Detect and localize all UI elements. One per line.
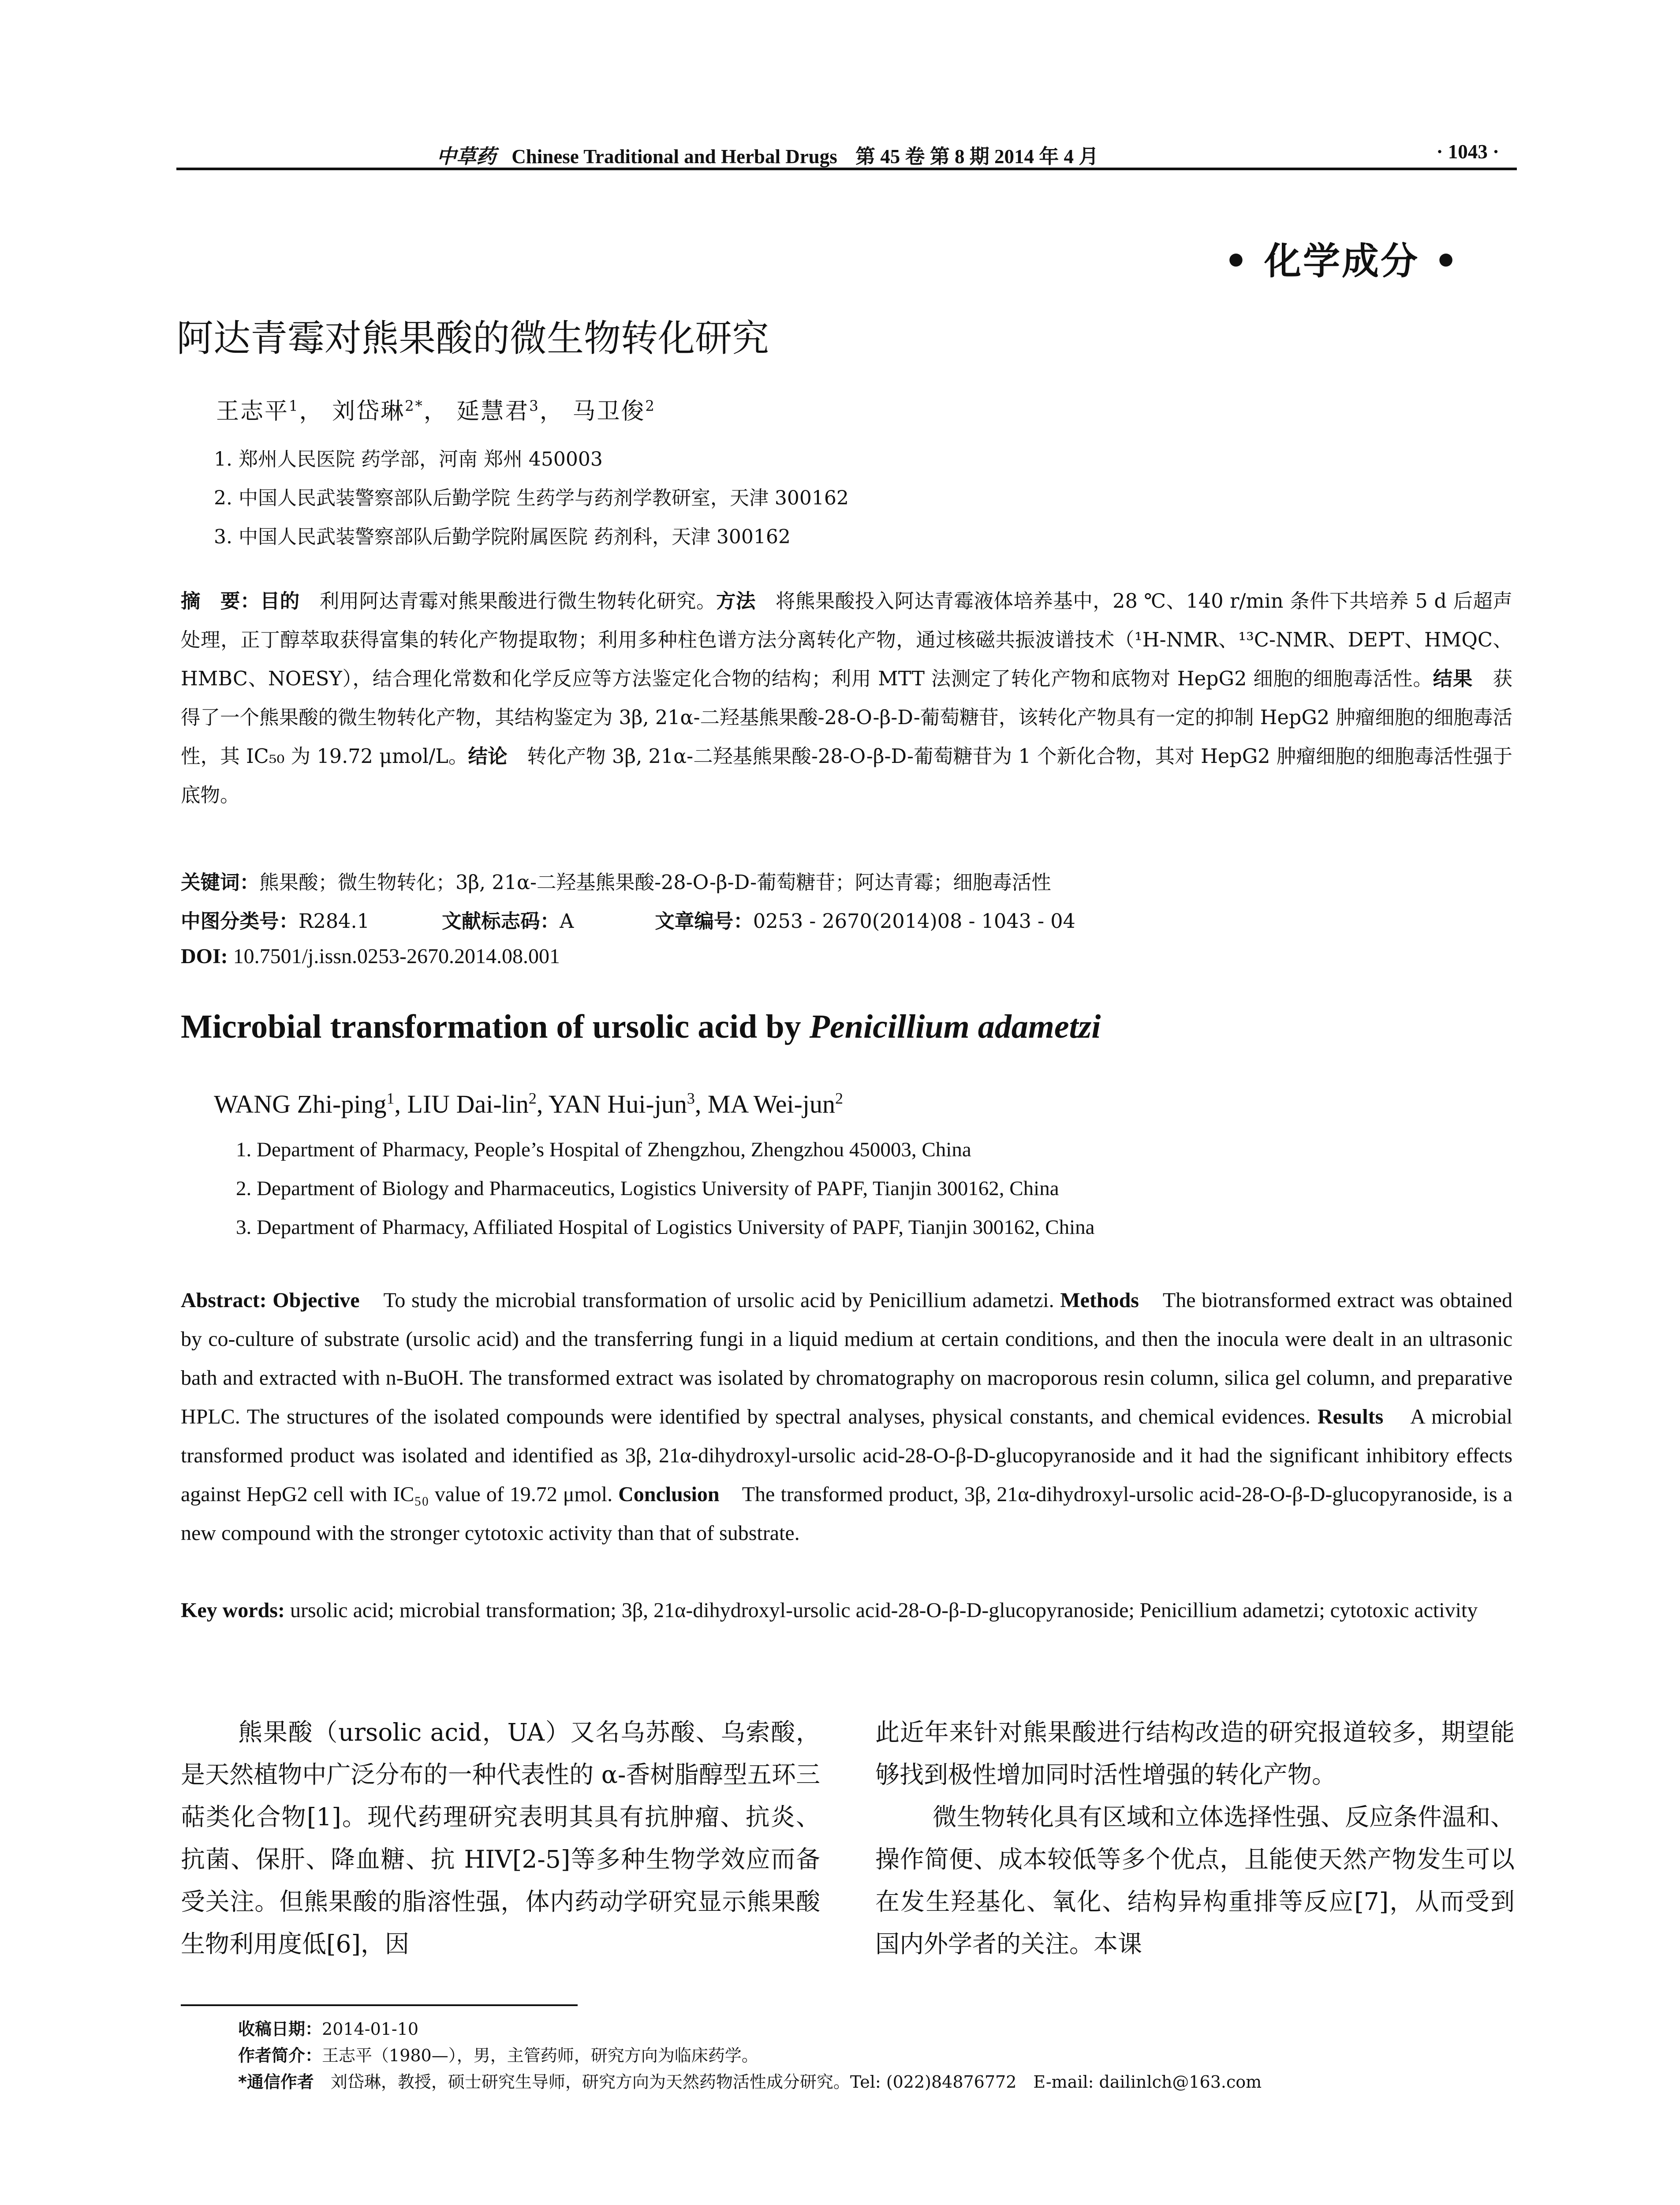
methods-label: 方法 bbox=[716, 590, 756, 613]
affiliation-en: 2. Department of Biology and Pharmaceutics, Logistics University of PAPF, Tianjin 300162, China bbox=[236, 1177, 1059, 1200]
conclusion-en-text: The transformed product, 3β, 21α-dihydroxyl-ursolic acid-28-O-β-D-glucopyranoside, is a new compound with the stronger cytotoxic activity than that of substrate. bbox=[181, 1483, 1513, 1545]
keywords-cn bbox=[181, 867, 1051, 895]
keywords-label: 关键词： bbox=[181, 871, 260, 894]
abstract-cn bbox=[181, 582, 1512, 815]
author-list-cn: 王志平$^1$， 刘岱琳$^{2*}$， 延慧君$^3$， 马卫俊$^2$ bbox=[216, 397, 656, 425]
footnote-label: 作者简介： bbox=[238, 2046, 322, 2065]
author-name: 延慧君 bbox=[456, 398, 530, 425]
abstract-label: 摘 要： bbox=[181, 590, 260, 613]
body-column-right bbox=[875, 1711, 1515, 1965]
header-journal bbox=[437, 140, 1098, 169]
author-affiliation-mark: 2 bbox=[645, 397, 656, 415]
objective-text: 利用阿达青霉对熊果酸进行微生物转化研究。 bbox=[319, 590, 716, 613]
footnote-label: *通信作者 bbox=[238, 2072, 314, 2092]
conclusion-text: 转化产物 3β, 21α-二羟基熊果酸-28-O-β-D-葡萄糖苷为 1 个新化合物，其对 HepG2 肿瘤细胞的细胞毒活性强于底物。 bbox=[181, 745, 1512, 807]
classification-line bbox=[181, 905, 1075, 934]
footnote-author-bio bbox=[238, 2042, 758, 2066]
paper-title-cn: 阿达青霉对熊果酸的微生物转化研究 bbox=[176, 317, 769, 360]
author-affiliation-mark: 3 bbox=[687, 1089, 695, 1107]
doc-code-label: 文献标志码： bbox=[442, 910, 560, 933]
keywords-en-text: ursolic acid; microbial transformation; 3β, 21α-dihydroxyl-ursolic acid-28-O-β-D-glucopyranoside; Penicillium adametzi; cytotoxic activity bbox=[290, 1599, 1478, 1622]
author-affiliation-mark: 2* bbox=[405, 397, 424, 415]
doi-link[interactable]: 10.7501/j.issn.0253-2670.2014.08.001 bbox=[233, 945, 560, 968]
results-en-label: Results bbox=[1317, 1405, 1384, 1428]
footnote-divider bbox=[181, 2004, 578, 2006]
results-en-text: A microbial transformed product was isolated and identified as 3β, 21α-dihydroxyl-ursolic acid-28-O-β-D-glucopyranoside and it had the significant inhibitory effects against HepG2 cell with IC₅₀ value of 19.72 μmol. bbox=[181, 1405, 1513, 1506]
abstract-en bbox=[181, 1281, 1512, 1553]
author-name: 马卫俊 bbox=[572, 398, 646, 425]
affiliation-cn: 3. 中国人民武装警察部队后勤学院附属医院 药剂科，天津 300162 bbox=[214, 526, 791, 548]
author-name: LIU Dai-lin bbox=[407, 1090, 529, 1118]
body-paragraph: 微生物转化具有区域和立体选择性强、反应条件温和、操作简便、成本较低等多个优点，且能使天然产物发生可以在发生羟基化、氧化、结构异构重排等反应[7]，从而受到国内外学者的关注。本课 bbox=[875, 1803, 1515, 1958]
keywords-en-label: Key words: bbox=[181, 1599, 285, 1622]
author-affiliation-mark: 2 bbox=[835, 1089, 843, 1107]
journal-name-cn: 中草药 bbox=[437, 145, 497, 168]
keywords-text: 熊果酸；微生物转化；3β, 21α-二羟基熊果酸-28-O-β-D-葡萄糖苷；阿达青霉；细胞毒活性 bbox=[259, 871, 1051, 894]
body-paragraph: 此近年来针对熊果酸进行结构改造的研究报道较多，期望能够找到极性增加同时活性增强的转化产物。 bbox=[875, 1718, 1515, 1789]
methods-en-text: The biotransformed extract was obtained by co-culture of substrate (ursolic acid) and the transferring fungi in a liquid medium at certain conditions, and then the inocula were dealt in an ultrasonic bath and extracted with n-BuOH. The transformed extract was isolated by chromatography on macroporous resin column, silica gel column, and preparative HPLC. The structures of the isolated compounds were identified by spectral analyses, physical constants, and chemical evidences. bbox=[181, 1289, 1513, 1428]
author-affiliation-mark: 3 bbox=[529, 397, 540, 415]
author-name: 刘岱琳 bbox=[332, 398, 405, 425]
running-header bbox=[176, 140, 1517, 170]
footnote-label: 收稿日期： bbox=[238, 2019, 322, 2039]
results-text: 获得了一个熊果酸的微生物转化产物，其结构鉴定为 3β, 21α-二羟基熊果酸-28-O-β-D-葡萄糖苷，该转化产物具有一定的抑制 HepG2 肿瘤细胞的细胞毒活性，其 IC₅₀ 为 19.72 μmol/L。 bbox=[181, 668, 1512, 768]
article-number-value: 0253 - 2670(2014)08 - 1043 - 04 bbox=[753, 910, 1075, 933]
clc-label: 中图分类号： bbox=[181, 910, 299, 933]
affiliation-cn: 2. 中国人民武装警察部队后勤学院 生药学与药剂学教研室，天津 300162 bbox=[214, 487, 849, 509]
affiliation-en: 3. Department of Pharmacy, Affiliated Hospital of Logistics University of PAPF, Tianjin 300162, China bbox=[236, 1216, 1095, 1239]
keywords-en bbox=[181, 1591, 1512, 1630]
doi-line bbox=[181, 944, 560, 968]
methods-en-label: Methods bbox=[1060, 1289, 1139, 1312]
article-number-label: 文章编号： bbox=[655, 910, 753, 933]
paper-title-en bbox=[181, 1008, 1101, 1046]
methods-text: 将熊果酸投入阿达青霉液体培养基中，28 ℃、140 r/min 条件下共培养 5 d 后超声处理，正丁醇萃取获得富集的转化产物提取物；利用多种柱色谱方法分离转化产物，通过核磁共振波谱技术（¹H-NMR、¹³C-NMR、DEPT、HMQC、HMBC、NOESY），结合理化常数和化学反应等方法鉴定化合物的结构；利用 MTT 法测定了转化产物和底物对 HepG2 细胞的细胞毒活性。 bbox=[181, 590, 1512, 690]
author-affiliation-mark: 2 bbox=[528, 1089, 537, 1107]
affiliation-en: 1. Department of Pharmacy, People’s Hospital of Zhengzhou, Zhengzhou 450003, China bbox=[236, 1138, 971, 1161]
objective-label: 目的 bbox=[260, 590, 300, 613]
journal-name-en: Chinese Traditional and Herbal Drugs bbox=[511, 146, 837, 168]
page-number: · 1043 · bbox=[1436, 141, 1499, 163]
footnote-received bbox=[238, 2015, 418, 2040]
author-list-en: WANG Zhi-ping$^1$, LIU Dai-lin$^2$, YAN Hui-jun$^3$, MA Wei-jun$^2$ bbox=[214, 1089, 843, 1118]
doc-code-value: A bbox=[560, 910, 574, 933]
footnote-text: 王志平（1980—），男，主管药师，研究方向为临床药学。 bbox=[322, 2046, 758, 2065]
title-en-main: Microbial transformation of ursolic acid by bbox=[181, 1008, 810, 1045]
journal-issue: 第 45 卷 第 8 期 2014 年 4 月 bbox=[855, 146, 1099, 168]
title-en-species: Penicillium adametzi bbox=[809, 1008, 1101, 1045]
author-affiliation-mark: 1 bbox=[289, 397, 299, 415]
footnote-text: 2014-01-10 bbox=[322, 2019, 419, 2039]
clc-value: R284.1 bbox=[299, 910, 370, 933]
results-label: 结果 bbox=[1433, 668, 1473, 690]
author-name: MA Wei-jun bbox=[707, 1090, 835, 1118]
affiliation-cn: 1. 郑州人民医院 药学部，河南 郑州 450003 bbox=[214, 448, 603, 471]
conclusion-en-label: Conclusion bbox=[618, 1483, 720, 1506]
author-name: WANG Zhi-ping bbox=[214, 1090, 387, 1118]
body-column-left bbox=[181, 1711, 820, 1965]
conclusion-label: 结论 bbox=[468, 745, 508, 768]
objective-en-text: To study the microbial transformation of ursolic acid by Penicillium adametzi. bbox=[383, 1289, 1054, 1312]
author-name: YAN Hui-jun bbox=[548, 1090, 687, 1118]
author-name: 王志平 bbox=[216, 398, 289, 425]
abstract-en-label: Abstract: Objective bbox=[181, 1289, 360, 1312]
section-heading: • 化学成分 • bbox=[1224, 239, 1460, 283]
author-affiliation-mark: 1 bbox=[386, 1089, 395, 1107]
footnote-correspondence bbox=[238, 2068, 1262, 2093]
doi-label: DOI: bbox=[181, 945, 228, 968]
body-paragraph: 熊果酸（ursolic acid，UA）又名乌苏酸、乌索酸，是天然植物中广泛分布的一种代表性的 α-香树脂醇型五环三萜类化合物[1]。现代药理研究表明其具有抗肿瘤、抗炎、抗菌、保肝、降血糖、抗 HIV[2-5]等多种生物学效应而备受关注。但熊果酸的脂溶性强，体内药动学研究显示熊果酸生物利用度低[6]，因 bbox=[181, 1718, 820, 1958]
footnote-text: 刘岱琳，教授，硕士研究生导师，研究方向为天然药物活性成分研究。Tel: (022)84876772 E-mail: dailinlch@163.com bbox=[314, 2072, 1262, 2092]
